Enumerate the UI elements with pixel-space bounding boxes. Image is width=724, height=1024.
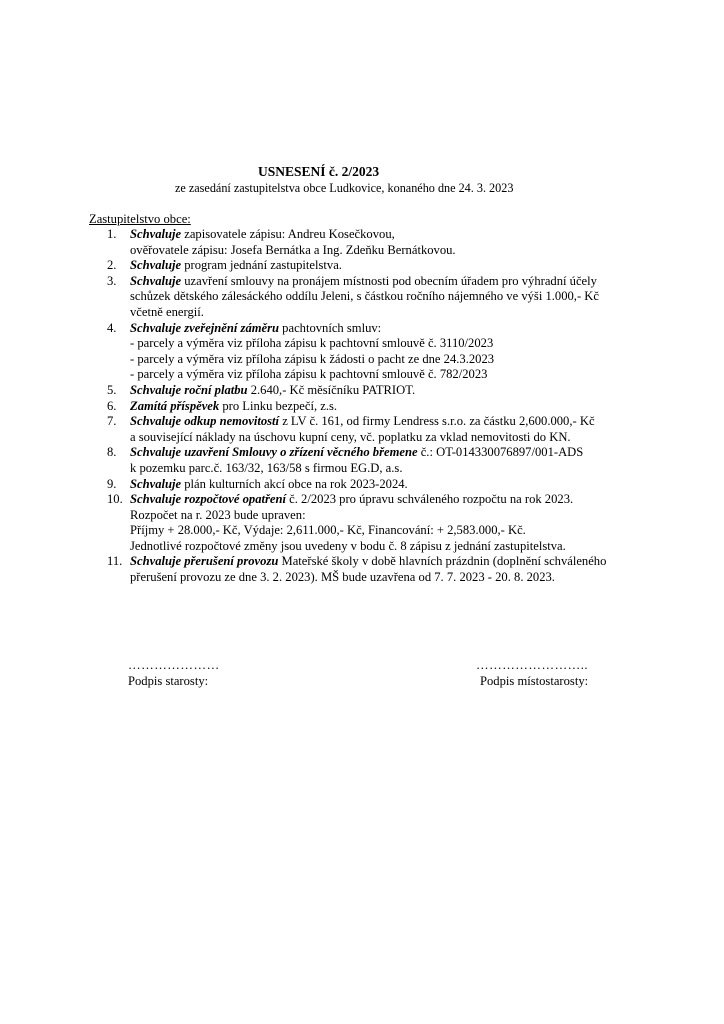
resolution-item (107, 477, 652, 493)
item-line: a související náklady na úschovu kupní ceny, vč. poplatku za vklad nemovitosti do KN. (130, 429, 571, 444)
item-keyword: Schvaluje zveřejnění záměru (130, 320, 280, 335)
item-text: 2.640,- Kč měsíčníku PATRIOT. (247, 382, 416, 397)
item-line: Rozpočet na r. 2023 bude upraven: (130, 507, 306, 522)
resolution-item (107, 445, 652, 476)
item-text: z LV č. 161, od firmy Lendress s.r.o. za částku 2,600.000,- Kč (279, 414, 595, 429)
item-number: 8. (107, 445, 117, 460)
item-number: 11. (107, 554, 123, 569)
item-keyword: Schvaluje rozpočtové opatření (130, 492, 287, 507)
item-keyword: Schvaluje roční platbu (130, 382, 248, 397)
signature-line-mayor: ………………… (128, 658, 220, 672)
item-text: program jednání zastupitelstva. (181, 258, 342, 273)
item-text: pachtovních smluv: (279, 320, 382, 335)
item-number: 3. (107, 273, 117, 288)
item-keyword: Zamítá příspěvek (130, 398, 220, 413)
item-keyword: Schvaluje uzavření Smlouvy o zřízení věcného břemene (130, 445, 418, 460)
signature-line-deputy: …………………….. (476, 658, 589, 672)
item-number: 4. (107, 320, 117, 335)
item-keyword: Schvaluje (130, 227, 182, 241)
item-keyword: Schvaluje odkup nemovitostí (130, 414, 280, 429)
resolution-item (107, 399, 652, 415)
item-number: 2. (107, 258, 117, 273)
item-number: 9. (107, 476, 117, 491)
item-text: pro Linku bezpečí, z.s. (219, 398, 338, 413)
item-number: 6. (107, 398, 117, 413)
item-line: k pozemku parc.č. 163/32, 163/58 s firmou EG.D, a.s. (130, 460, 403, 475)
item-text: plán kulturních akcí obce na rok 2023-2024. (181, 476, 408, 491)
resolution-item (107, 492, 652, 554)
item-line: Příjmy + 28.000,- Kč, Výdaje: 2,611.000,- Kč, Financování: + 2,583.000,- Kč. (130, 523, 526, 538)
document-subtitle: ze zasedání zastupitelstva obce Ludkovice, konaného dne 24. 3. 2023 (175, 181, 514, 195)
item-text: uzavření smlouvy na pronájem místnosti pod obecním úřadem pro výhradní účely (181, 273, 597, 288)
item-text: č.: OT-014330076897/001-ADS (417, 445, 584, 460)
item-keyword: Schvaluje (130, 273, 182, 288)
item-number: 1. (107, 227, 117, 241)
item-number: 5. (107, 382, 117, 397)
resolution-item (107, 383, 652, 399)
resolution-item (107, 274, 652, 321)
document-title: USNESENÍ č. 2/2023 (258, 164, 380, 179)
item-line: - parcely a výměra viz příloha zápisu k pachtovní smlouvě č. 782/2023 (130, 367, 488, 382)
item-number: 10. (107, 492, 123, 507)
item-keyword: Schvaluje (130, 476, 182, 491)
item-keyword: Schvaluje (130, 258, 182, 273)
item-keyword: Schvaluje přerušení provozu (130, 554, 279, 569)
item-line: - parcely a výměra viz příloha zápisu k pachtovní smlouvě č. 3110/2023 (130, 336, 494, 351)
item-line: ověřovatele zápisu: Josefa Bernátka a Ing. Zdeňku Bernátkovou. (130, 242, 456, 257)
resolution-item (107, 554, 652, 585)
resolution-item (107, 258, 652, 274)
signature-label-deputy: Podpis místostarosty: (480, 674, 589, 688)
resolution-item (107, 414, 652, 445)
item-number: 7. (107, 414, 117, 429)
item-line: Jednotlivé rozpočtové změny jsou uvedeny v bodu č. 8 zápisu z jednání zastupitelstva. (130, 538, 566, 553)
signature-label-mayor: Podpis starosty: (128, 674, 209, 688)
item-line: přerušení provozu ze dne 3. 2. 2023). MŠ bude uzavřena od 7. 7. 2023 - 20. 8. 2023. (130, 570, 555, 585)
resolution-item (107, 321, 652, 383)
resolution-item (107, 227, 652, 258)
item-text: č. 2/2023 pro úpravu schváleného rozpočtu na rok 2023. (286, 492, 574, 507)
resolution-list (107, 227, 652, 586)
item-line: včetně energií. (130, 304, 204, 319)
item-line: - parcely a výměra viz příloha zápisu k žádosti o pacht ze dne 24.3.2023 (130, 351, 495, 366)
item-text: Mateřské školy v době hlavních prázdnin (doplnění schváleného (278, 554, 607, 569)
item-text: zapisovatele zápisu: Andreu Kosečkovou, (181, 227, 395, 241)
item-line: schůzek dětského zálesáckého oddílu Jeleni, s částkou ročního nájemného ve výši 1.000,- Kč (130, 289, 599, 304)
intro-heading: Zastupitelstvo obce: (89, 212, 191, 226)
